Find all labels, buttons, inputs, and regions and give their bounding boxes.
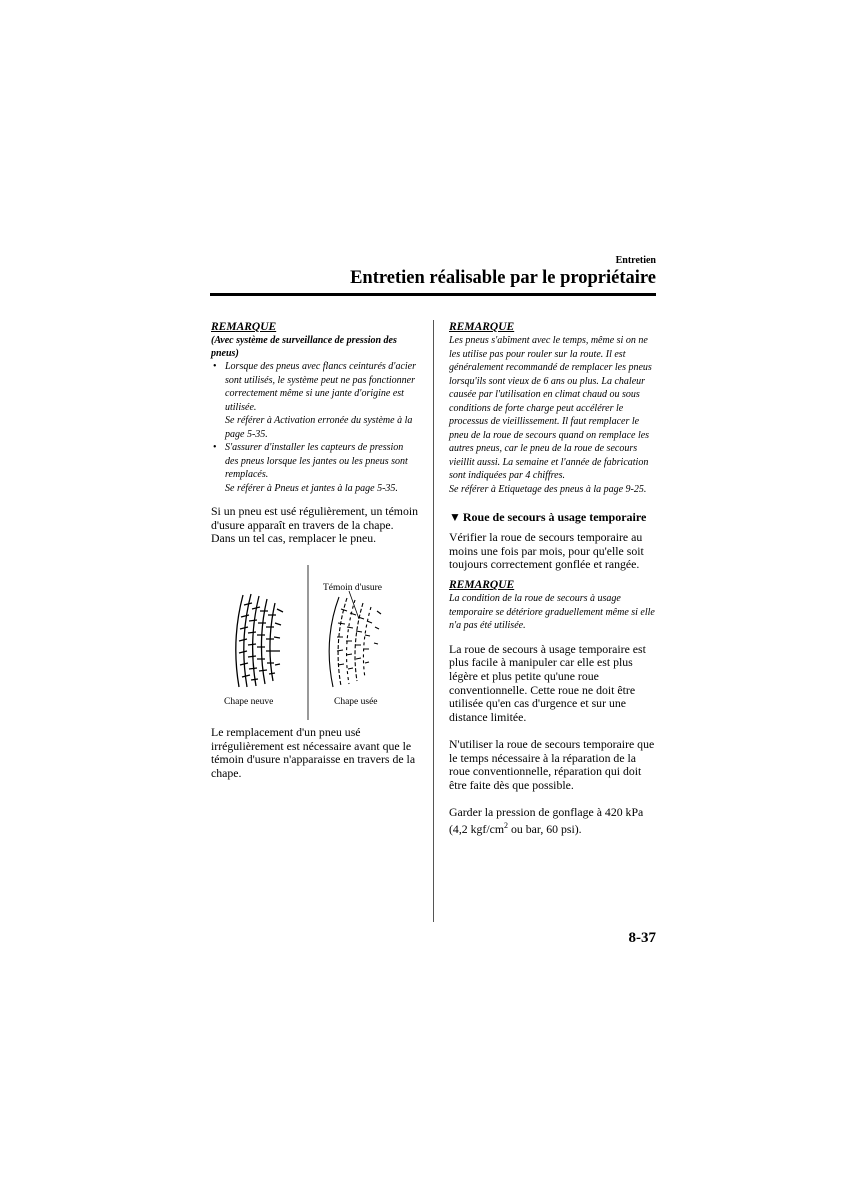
paragraph: Si un pneu est usé régulièrement, un témoin d'usure apparaît en travers de la chape. (211, 504, 419, 532)
note-subheading: (Avec système de surveillance de pression des pneus) (211, 335, 397, 359)
cross-reference: Se référer à Pneus et jantes à la page 5-35. (225, 482, 398, 494)
paragraph: Dans un tel cas, remplacer le pneu. (211, 531, 377, 546)
triangle-down-icon: ▼ (449, 510, 461, 524)
page-number: 8-37 (628, 930, 656, 946)
paragraph: Vérifier la roue de secours temporaire au moins une fois par mois, pour qu'elle soit toujours correctement gonflée et rangée. (449, 530, 644, 572)
title-rule (210, 293, 656, 296)
note-text: La condition de la roue de secours à usage temporaire se détériore graduellement même si elle n'a pas été utilisée. (449, 593, 655, 632)
right-column (449, 320, 657, 837)
paragraph: Garder la pression de gonflage à 420 kPa (4,2 kgf/$cm^2$ ou bar, 60 psi). (449, 804, 644, 837)
cross-reference: Se référer à Etiquetage des pneus à la page 9-25. (449, 483, 647, 495)
left-column-bottom (211, 726, 419, 781)
worn-tread-label: Chape usée (334, 697, 378, 707)
paragraph: La roue de secours à usage temporaire est plus facile à manipuler car elle est plus légère et plus petite qu'une roue conventionnelle. Cette roue ne doit être utilisée qu'en cas d'urgence et sur une distance limitée. (449, 641, 646, 725)
note-heading: REMARQUE (211, 321, 277, 333)
column-divider (433, 320, 434, 922)
tread-wear-figure (211, 565, 419, 720)
new-tread-drawing (236, 594, 283, 687)
section-label: Entretien (615, 255, 656, 266)
note-text: Les pneus s'abîment avec le temps, même si on ne les utilise pas pour rouler sur la route. Il est généralement recommandé de remplacer les pneus lorsqu'ils sont vieux de 6 ans ou plus. La chaleur causée par l'utilisation en climat chaud ou sous conditions de forte charge peut accélérer le processus de vieillissement. Il faut remplacer le pneu de la roue de secours quand on remplace les autres pneus, car le pneu de la roue de secours vieillit aussi. La semaine et l'année de fabrication sont indiquées par 4 chiffres. (449, 335, 652, 481)
page-title: Entretien réalisable par le propriétaire (350, 268, 656, 288)
note-list (211, 360, 419, 495)
bullet-icon: • (213, 361, 217, 372)
cross-reference: Se référer à Activation erronée du système à la page 5-35. (225, 415, 413, 440)
subsection-heading: ▼ Roue de secours à usage temporaire (449, 510, 647, 524)
note-heading: REMARQUE (449, 579, 515, 592)
left-column (211, 320, 419, 546)
note-heading: REMARQUE (449, 321, 515, 333)
worn-tread-drawing (329, 597, 381, 687)
new-tread-label: Chape neuve (224, 697, 274, 707)
paragraph: N'utiliser la roue de secours temporaire que le temps nécessaire à la réparation de la roue conventionnelle, réparation qui doit être faite dès que possible. (449, 736, 655, 792)
list-item: • S'assurer d'installer les capteurs de pression des pneus lorsque les jantes ou les pneus sont remplacés. Se référer à Pneus et jantes à la page 5-35. (211, 441, 419, 495)
bullet-icon: • (213, 442, 217, 453)
list-item: • Lorsque des pneus avec flancs ceinturés d'acier sont utilisés, le système peut ne pas fonctionner correctement même si une jante d'origine est utilisée. Se référer à Activation erronée du système à la page 5-35. (211, 360, 419, 441)
paragraph: Le remplacement d'un pneu usé irrégulièrement est nécessaire avant que le témoin d'usure n'apparaisse en travers de la chape. (211, 725, 416, 781)
wear-indicator-label: Témoin d'usure (323, 583, 382, 593)
tread-illustration (211, 565, 419, 720)
